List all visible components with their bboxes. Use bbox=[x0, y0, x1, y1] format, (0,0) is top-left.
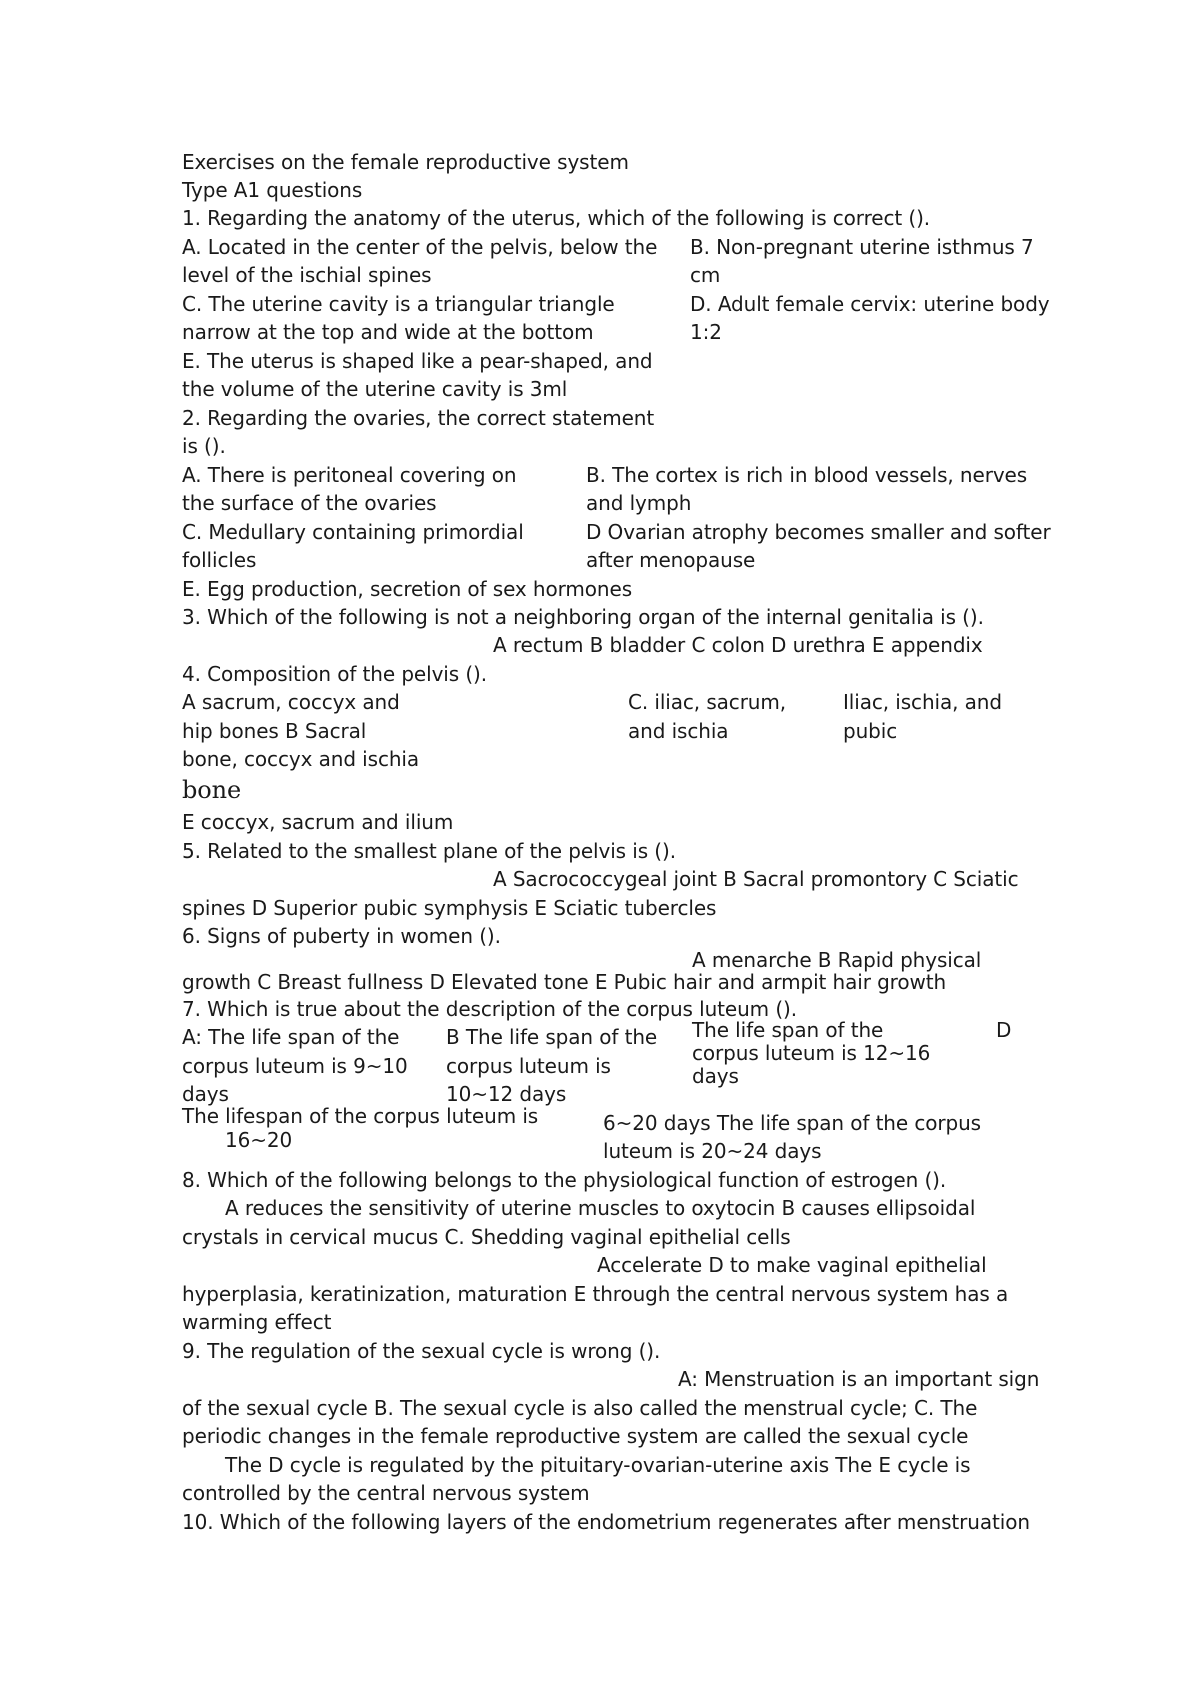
q4-option-a-line1: A sacrum, coccyx and bbox=[182, 690, 400, 714]
q8-options-line1: A reduces the sensitivity of uterine muscles to oxytocin B causes ellipsoidal bbox=[225, 1196, 976, 1220]
q7-option-d-label: D bbox=[996, 1018, 1012, 1042]
q1-option-d-line1: D. Adult female cervix: uterine body bbox=[690, 292, 1050, 316]
q6-options-line1: A menarche B Rapid physical bbox=[692, 948, 982, 972]
q4-option-e: E coccyx, sacrum and ilium bbox=[182, 810, 454, 834]
q1-option-a-line1: A. Located in the center of the pelvis, below the bbox=[182, 235, 658, 259]
q4-option-c-line1: C. iliac, sacrum, bbox=[628, 690, 787, 714]
q4-option-d-line2: pubic bbox=[843, 719, 898, 743]
q1-option-b-line2: cm bbox=[690, 263, 721, 287]
q7-option-b-line3: 10~12 days bbox=[446, 1082, 567, 1106]
q8-options-line4: hyperplasia, keratinization, maturation E through the central nervous system has a bbox=[182, 1282, 1009, 1306]
q5-options-line2: spines D Superior pubic symphysis E Sciatic tubercles bbox=[182, 896, 717, 920]
q2-option-b-line1: B. The cortex is rich in blood vessels, nerves bbox=[586, 463, 1028, 487]
q7-option-b-line2: corpus luteum is bbox=[446, 1054, 611, 1078]
q9-options-line3: periodic changes in the female reproductive system are called the sexual cycle bbox=[182, 1424, 969, 1448]
q4-bone-word: bone bbox=[182, 776, 242, 804]
question-6-stem: 6. Signs of puberty in women (). bbox=[182, 924, 501, 948]
question-3-stem: 3. Which of the following is not a neighboring organ of the internal genitalia is (). bbox=[182, 605, 984, 629]
q1-option-a-line2: level of the ischial spines bbox=[182, 263, 432, 287]
q4-option-a-line2: hip bones B Sacral bbox=[182, 719, 367, 743]
q8-options-line5: warming effect bbox=[182, 1310, 332, 1334]
q2-option-a-line1: A. There is peritoneal covering on bbox=[182, 463, 517, 487]
q7-option-a-line2: corpus luteum is 9~10 bbox=[182, 1054, 408, 1078]
q5-options-line1: A Sacrococcygeal joint B Sacral promontory C Sciatic bbox=[493, 867, 1019, 891]
q3-options: A rectum B bladder C colon D urethra E appendix bbox=[493, 633, 983, 657]
q7-option-c-line2: corpus luteum is 12~16 bbox=[692, 1041, 931, 1065]
q7-option-e-line1: 6~20 days The life span of the corpus bbox=[603, 1111, 981, 1135]
q7-option-d-line1: The lifespan of the corpus luteum is bbox=[182, 1104, 539, 1128]
question-2-stem-line1: 2. Regarding the ovaries, the correct statement bbox=[182, 406, 655, 430]
section-heading: Type A1 questions bbox=[182, 178, 363, 202]
q9-options-line1: A: Menstruation is an important sign bbox=[678, 1367, 1040, 1391]
q1-option-e-line2: the volume of the uterine cavity is 3ml bbox=[182, 377, 568, 401]
q8-options-line2: crystals in cervical mucus C. Shedding vaginal epithelial cells bbox=[182, 1225, 791, 1249]
q7-option-a-line1: A: The life span of the bbox=[182, 1025, 400, 1049]
q9-options-line2: of the sexual cycle B. The sexual cycle is also called the menstrual cycle; C. The bbox=[182, 1396, 978, 1420]
q9-options-line4: The D cycle is regulated by the pituitary-ovarian-uterine axis The E cycle is bbox=[225, 1453, 971, 1477]
q1-option-c-line1: C. The uterine cavity is a triangular triangle bbox=[182, 292, 615, 316]
question-4-stem: 4. Composition of the pelvis (). bbox=[182, 662, 488, 686]
q2-option-d-line1: D Ovarian atrophy becomes smaller and softer bbox=[586, 520, 1051, 544]
q1-option-d-line2: 1:2 bbox=[690, 320, 722, 344]
q7-option-d-line2: 16~20 bbox=[225, 1128, 293, 1152]
q7-option-a-line3: days bbox=[182, 1082, 229, 1106]
q2-option-a-line2: the surface of the ovaries bbox=[182, 491, 437, 515]
question-5-stem: 5. Related to the smallest plane of the pelvis is (). bbox=[182, 839, 676, 863]
q2-option-e: E. Egg production, secretion of sex hormones bbox=[182, 577, 633, 601]
q4-option-d-line1: Iliac, ischia, and bbox=[843, 690, 1002, 714]
q7-option-e-line2: luteum is 20~24 days bbox=[603, 1139, 822, 1163]
q6-options-line2: growth C Breast fullness D Elevated tone E Pubic hair and armpit hair growth bbox=[182, 970, 947, 994]
question-2-stem-line2: is (). bbox=[182, 434, 226, 458]
question-1-stem: 1. Regarding the anatomy of the uterus, which of the following is correct (). bbox=[182, 206, 931, 230]
q2-option-b-line2: and lymph bbox=[586, 491, 692, 515]
q2-option-c-line2: follicles bbox=[182, 548, 257, 572]
q7-option-c-line1: The life span of the bbox=[692, 1018, 884, 1042]
q4-option-b-line2: bone, coccyx and ischia bbox=[182, 747, 420, 771]
question-10-stem: 10. Which of the following layers of the endometrium regenerates after menstruation bbox=[182, 1510, 1030, 1534]
question-9-stem: 9. The regulation of the sexual cycle is wrong (). bbox=[182, 1339, 661, 1363]
document-title: Exercises on the female reproductive system bbox=[182, 150, 629, 174]
question-8-stem: 8. Which of the following belongs to the physiological function of estrogen (). bbox=[182, 1168, 947, 1192]
q2-option-d-line2: after menopause bbox=[586, 548, 756, 572]
q9-options-line5: controlled by the central nervous system bbox=[182, 1481, 590, 1505]
q1-option-e-line1: E. The uterus is shaped like a pear-shaped, and bbox=[182, 349, 653, 373]
q4-option-c-line2: and ischia bbox=[628, 719, 729, 743]
question-7-stem: 7. Which is true about the description of the corpus luteum (). bbox=[182, 997, 797, 1021]
q8-options-line3: Accelerate D to make vaginal epithelial bbox=[597, 1253, 987, 1277]
q7-option-c-line3: days bbox=[692, 1064, 739, 1088]
q7-option-b-line1: B The life span of the bbox=[446, 1025, 658, 1049]
q2-option-c-line1: C. Medullary containing primordial bbox=[182, 520, 524, 544]
q1-option-c-line2: narrow at the top and wide at the bottom bbox=[182, 320, 594, 344]
q1-option-b-line1: B. Non-pregnant uterine isthmus 7 bbox=[690, 235, 1034, 259]
